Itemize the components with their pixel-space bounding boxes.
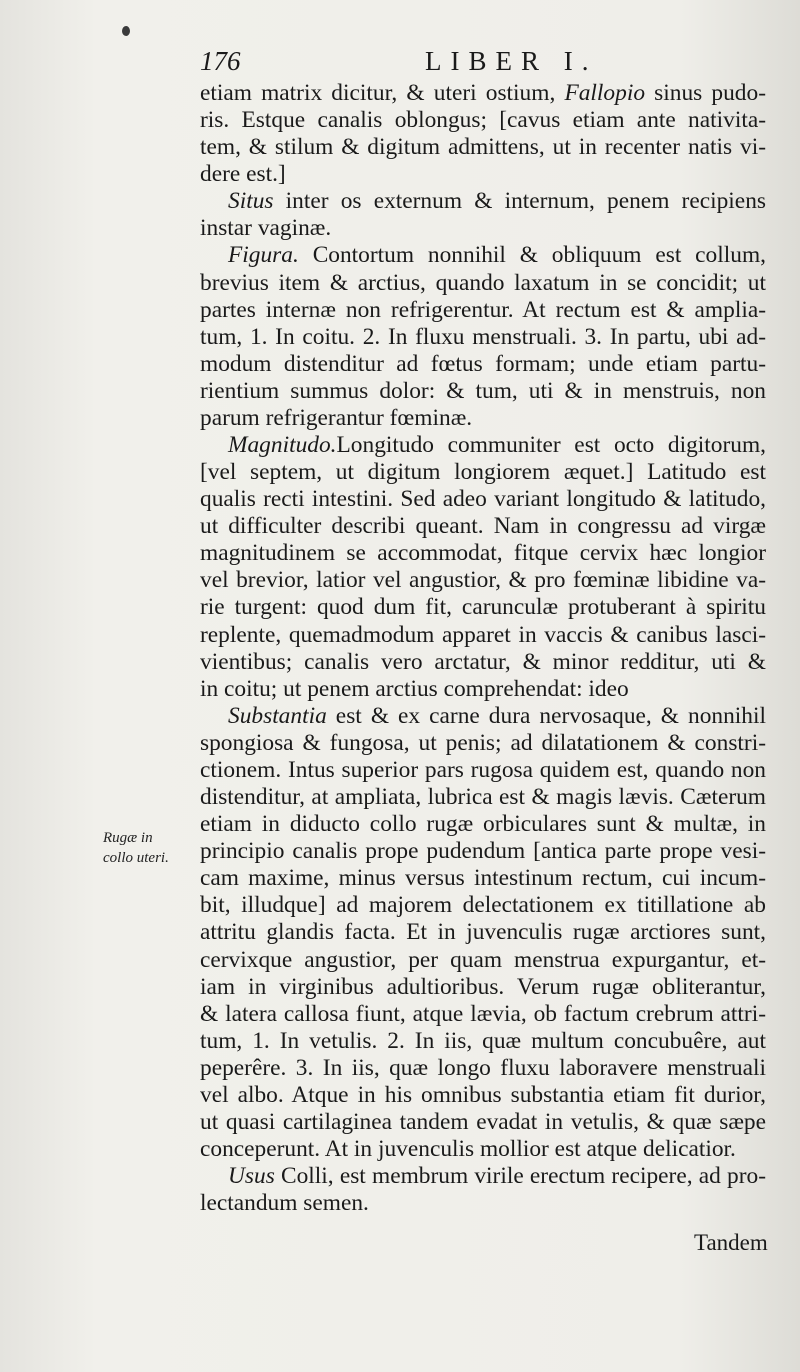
body-text [200, 80, 766, 1217]
section-heading: Magnitudo. [228, 432, 337, 459]
text-line [200, 188, 766, 215]
line-text: instar vaginæ. [200, 215, 332, 242]
text-line [200, 1082, 766, 1109]
line-text: inter os externum & internum, penem recipiens [273, 188, 766, 215]
line-text: modum distenditur ad fœtus formam; unde etiam partu- [200, 350, 766, 377]
text-line [200, 594, 766, 621]
text-line [200, 161, 766, 188]
text-line [200, 811, 766, 838]
line-text: attritu glandis facta. Et in juvenculis rugæ arctiores sunt, [200, 919, 766, 946]
line-text: est & ex carne dura nervosaque, & nonnihil [326, 702, 766, 729]
text-line [200, 351, 766, 378]
text-line [200, 242, 766, 269]
text-line [200, 703, 766, 730]
text-line [200, 676, 766, 703]
line-text: ut difficulter describi queant. Nam in congressu ad virgæ [200, 513, 766, 540]
line-text: tem, & stilum & digitum admittens, ut in recenter natis vi- [200, 134, 766, 161]
text-line [200, 1190, 766, 1217]
text-line [200, 730, 766, 757]
page-number: 176 [200, 46, 241, 76]
line-text: ut quasi cartilaginea tandem evadat in vetulis, & quæ sæpe [200, 1108, 766, 1135]
section-heading: Situs [228, 188, 274, 215]
line-text: vel albo. Atque in his omnibus substantia etiam fit durior, [200, 1081, 766, 1108]
line-text: iam in virginibus adultioribus. Verum rugæ obliterantur, [200, 973, 766, 1000]
section-heading: Usus [228, 1163, 275, 1190]
text-line [200, 622, 766, 649]
line-text: ris. Estque canalis oblongus; [cavus etiam ante nativita- [200, 107, 766, 134]
text-line [200, 134, 766, 161]
text-line [200, 270, 766, 297]
text-line [200, 865, 766, 892]
text-line [200, 919, 766, 946]
line-text: etiam matrix dicitur, & uteri ostium, [200, 80, 565, 106]
text-line [200, 567, 766, 594]
line-text: tum, 1. In vetulis. 2. In iis, quæ multum concubuêre, aut [200, 1027, 766, 1054]
margin-note-line: Rugæ in [103, 830, 153, 846]
text-line [200, 649, 766, 676]
line-text: sinus pudo- [645, 80, 766, 106]
text-line [200, 324, 766, 351]
line-text: ctionem. Intus superior pars rugosa quidem est, quando non [200, 756, 766, 783]
line-text: rientium summus dolor: & tum, uti & in menstruis, non [200, 377, 766, 404]
line-text: principio canalis prope pudendum [antica parte prope vesi- [200, 838, 766, 865]
line-text: partes internæ non refrigerentur. At rectum est & amplia- [200, 296, 766, 323]
book-title: LIBER I. [425, 46, 598, 76]
text-line [200, 405, 766, 432]
line-text: bit, illudque] ad majorem delectationem ex titillatione ab [200, 892, 766, 919]
line-text: cam maxime, minus versus intestinum rectum, cui incum- [200, 865, 766, 892]
line-text: lectandum semen. [200, 1190, 369, 1217]
text-line [200, 378, 766, 405]
line-text: Longitudo communiter est octo digitorum, [336, 432, 766, 459]
text-line [200, 107, 766, 134]
line-text: [vel septem, ut digitum longiorem æquet.] Latitudo est [200, 459, 766, 486]
margin-note [103, 828, 203, 868]
text-line [200, 297, 766, 324]
line-text: & latera callosa fiunt, atque lævia, ob factum crebrum attri- [200, 1000, 766, 1027]
text-line [200, 838, 766, 865]
line-text: peperêre. 3. In iis, quæ longo fluxu laboravere menstruali [200, 1054, 766, 1081]
section-heading: Substantia [228, 702, 327, 729]
margin-note-line: collo uteri. [103, 850, 169, 866]
ink-spot [122, 26, 130, 36]
line-text: distenditur, at ampliata, lubrica est & magis lævis. Cæterum [200, 784, 766, 811]
line-text: qualis recti intestini. Sed adeo variant longitudo & latitudo, [200, 486, 766, 513]
line-text: etiam in diducto collo rugæ orbiculares sunt & multæ, in [200, 811, 766, 838]
proper-name: Fallopio [564, 80, 646, 106]
text-line [200, 1028, 766, 1055]
text-line [200, 540, 766, 567]
text-line [200, 486, 766, 513]
line-text: dere est.] [200, 161, 286, 188]
text-line [200, 784, 766, 811]
line-text: tum, 1. In coitu. 2. In fluxu menstruali. 3. In partu, ubi ad- [200, 323, 766, 350]
text-line [200, 757, 766, 784]
catchword: Tandem [694, 1230, 768, 1255]
text-line [200, 459, 766, 486]
text-line [200, 974, 766, 1001]
text-line [200, 215, 766, 242]
line-text: brevius item & arctius, quando laxatum in se concidit; ut [200, 269, 766, 296]
running-head [200, 46, 760, 80]
line-text: cervixque angustior, per quam menstrua expurgantur, et- [200, 946, 766, 973]
line-text: rie turgent: quod dum fit, carunculæ protuberant à spiritu [200, 594, 766, 621]
text-line [200, 892, 766, 919]
line-text: vientibus; canalis vero arctatur, & minor redditur, uti & [200, 648, 766, 675]
line-text: magnitudinem se accommodat, fitque cervix hæc longior [200, 540, 766, 567]
line-text: conceperunt. At in juvenculis mollior est atque delicatior. [200, 1136, 736, 1163]
line-text: vel brevior, latior vel angustior, & pro fœminæ libidine va- [200, 567, 766, 594]
line-text: Contortum nonnihil & obliquum est collum, [298, 242, 766, 269]
line-text: Colli, est membrum virile erectum recipere, ad pro- [274, 1163, 766, 1190]
text-line [200, 1109, 766, 1136]
text-line [200, 513, 766, 540]
text-line [200, 1055, 766, 1082]
line-text: parum refrigerantur fœminæ. [200, 404, 473, 431]
text-line [200, 1136, 766, 1163]
text-line [200, 947, 766, 974]
line-text: replente, quemadmodum apparet in vaccis & canibus lasci- [200, 621, 766, 648]
line-text: spongiosa & fungosa, ut penis; ad dilatationem & constri- [200, 729, 766, 756]
section-heading: Figura. [228, 242, 299, 269]
text-line [200, 80, 766, 107]
text-line [200, 1001, 766, 1028]
text-line [200, 1163, 766, 1190]
line-text: in coitu; ut penem arctius comprehendat: ideo [200, 675, 629, 702]
text-line [200, 432, 766, 459]
